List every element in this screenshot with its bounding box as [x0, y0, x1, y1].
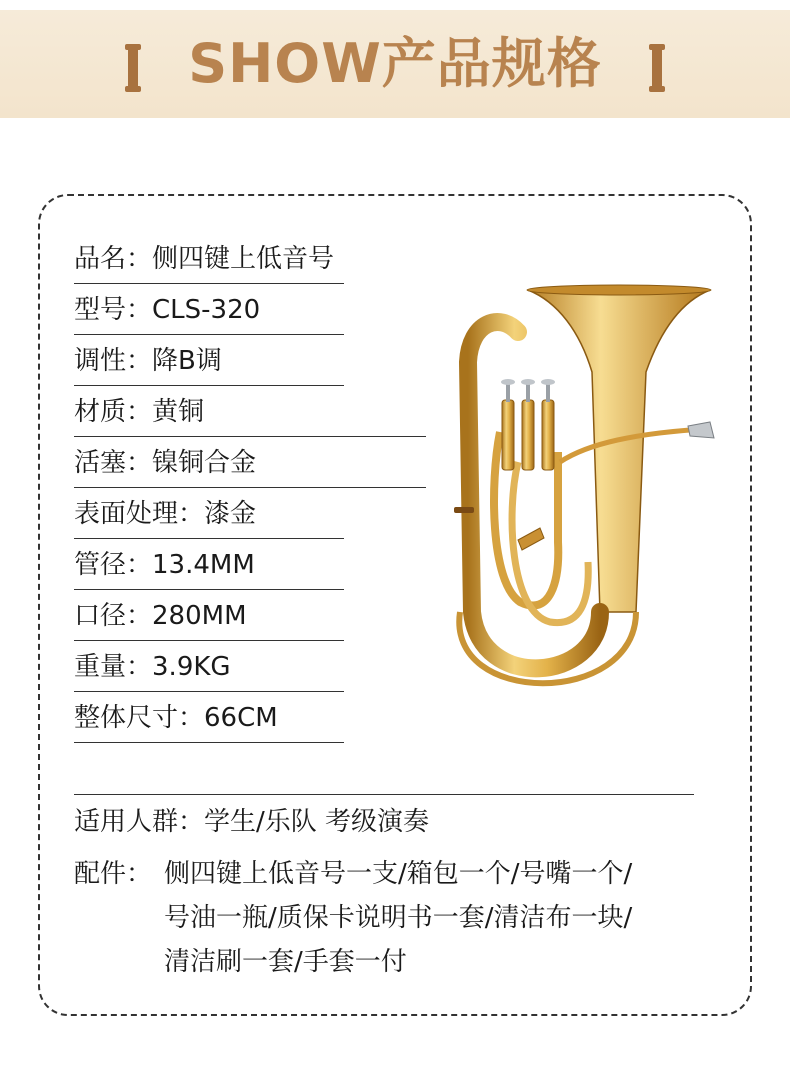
spec-key: 管径： — [74, 550, 153, 580]
spec-row-key — [74, 336, 344, 386]
accessories-line: 号油一瓶/质保卡说明书一套/清洁布一块/ — [164, 903, 633, 933]
page-title: SHOW产品规格 — [188, 32, 602, 95]
spec-value: 13.4MM — [152, 550, 255, 580]
spec-row-bore — [74, 540, 344, 590]
spec-value: 漆金 — [204, 499, 257, 529]
spec-key: 活塞： — [74, 448, 153, 478]
valve-3 — [542, 400, 554, 470]
valve-2 — [522, 400, 534, 470]
fourth-valve-lever — [454, 507, 474, 513]
valve-button-1 — [501, 379, 515, 385]
usage-value: 学生/乐队 考级演奏 — [204, 807, 430, 837]
spec-key: 整体尺寸： — [74, 703, 205, 733]
valve-button-2 — [521, 379, 535, 385]
spec-row-weight — [74, 642, 344, 692]
spec-key: 材质： — [74, 397, 153, 427]
spec-value: 黄铜 — [152, 397, 205, 427]
water-key — [518, 528, 544, 550]
spec-row-name — [74, 234, 344, 284]
spec-value: 降B调 — [152, 346, 222, 376]
spec-value: 镍铜合金 — [152, 448, 257, 478]
mouthpiece — [688, 422, 714, 438]
right-decor-bar — [652, 44, 662, 92]
header-banner — [0, 10, 790, 118]
spec-row-material — [74, 387, 426, 437]
spec-row-finish — [74, 489, 344, 539]
spec-row-size — [74, 693, 344, 743]
spec-key: 表面处理： — [74, 499, 205, 529]
euphonium-image — [440, 282, 730, 702]
usage-key: 适用人群： — [74, 807, 205, 837]
spec-row-piston — [74, 438, 426, 488]
valve-button-3 — [541, 379, 555, 385]
spec-row-bell — [74, 591, 344, 641]
accessories-line: 清洁刷一套/手套一付 — [164, 947, 407, 977]
usage-row — [74, 794, 694, 844]
spec-value: CLS-320 — [152, 295, 261, 325]
spec-key: 重量： — [74, 652, 153, 682]
spec-key: 口径： — [74, 601, 153, 631]
spec-value: 侧四键上低音号 — [152, 244, 335, 274]
spec-key: 型号： — [74, 295, 153, 325]
accessories-key: 配件： — [74, 859, 153, 889]
spec-value: 66CM — [204, 703, 278, 733]
valve-1 — [502, 400, 514, 470]
accessories-line: 侧四键上低音号一支/箱包一个/号嘴一个/ — [164, 859, 633, 889]
spec-value: 280MM — [152, 601, 247, 631]
spec-key: 调性： — [74, 346, 153, 376]
spec-key: 品名： — [74, 244, 153, 274]
spec-value: 3.9KG — [152, 652, 231, 682]
bell-rim — [527, 285, 711, 295]
spec-row-model — [74, 285, 344, 335]
